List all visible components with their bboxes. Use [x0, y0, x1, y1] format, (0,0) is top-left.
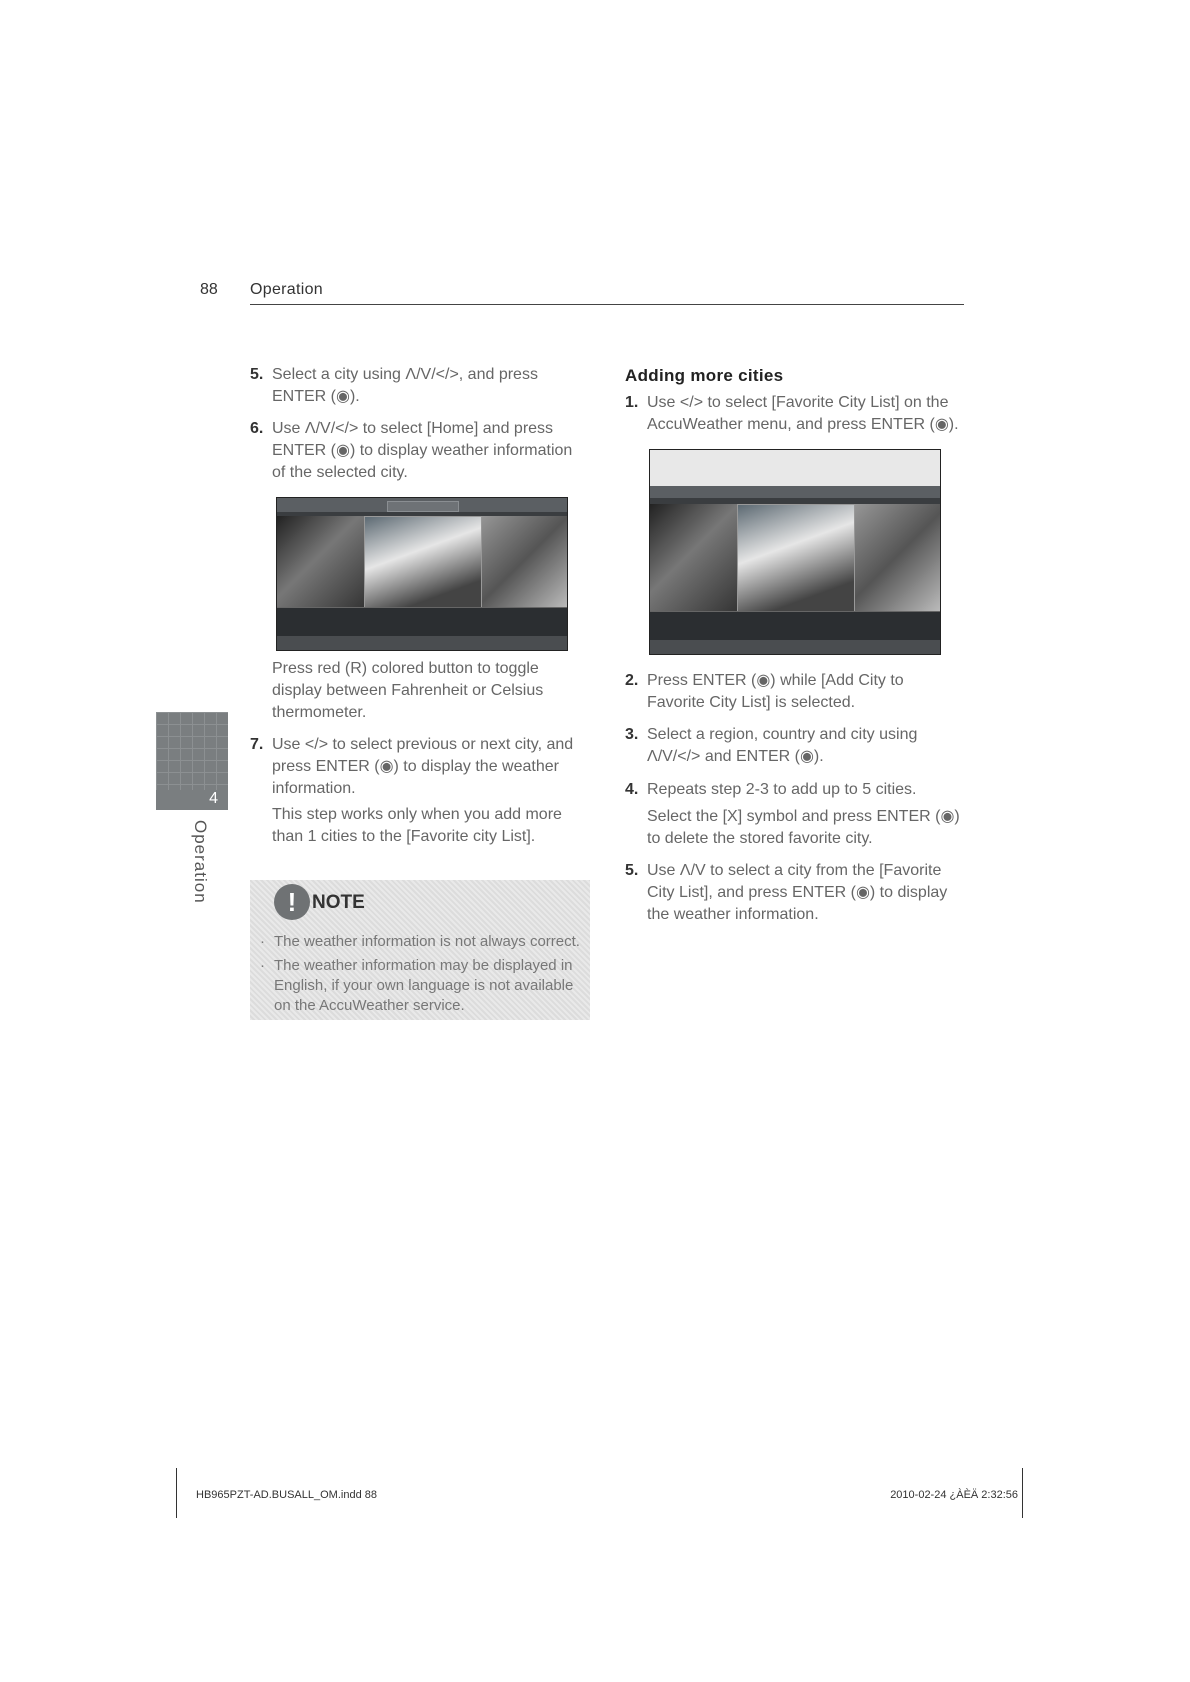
step-5-right [625, 860, 965, 926]
screen-footer [650, 640, 940, 654]
step-text: Use Λ/V to select a city from the [Favorite City List], and press ENTER (◉) to display the weather information. [647, 862, 948, 923]
exclamation-icon: ! [274, 884, 310, 920]
step-1 [625, 392, 965, 436]
step-6 [250, 418, 580, 484]
page-number: 88 [200, 281, 218, 298]
step-text: Press ENTER (◉) while [Add City to Favorite City List] is selected. [647, 672, 904, 711]
step-7-note: This step works only when you add more than 1 cities to the [Favorite city List]. [272, 806, 562, 845]
step-number: 7. [250, 736, 264, 753]
weather-screenshot-home [276, 497, 568, 651]
step-text: Repeats step 2-3 to add up to 5 cities. [647, 781, 917, 798]
section-title: Operation [250, 281, 323, 298]
step-number: 3. [625, 726, 639, 743]
screen-left-panel [277, 516, 367, 608]
screen-brand-bar [650, 450, 940, 486]
section-heading: Adding more cities [625, 366, 784, 385]
screen-center-panel [737, 504, 855, 612]
step-number: 5. [625, 862, 639, 879]
footer-rule-right [1022, 1468, 1023, 1518]
step-3 [625, 724, 965, 768]
note-item [260, 932, 584, 952]
step-2 [625, 670, 965, 714]
screen-menu-bar [650, 486, 940, 498]
chapter-label: Operation [191, 820, 210, 904]
note-item [260, 956, 584, 1016]
step-text: Use Λ/V/</> to select [Home] and press ENTER (◉) to display weather information of the selected city. [272, 420, 573, 481]
screen-top-bar [277, 498, 567, 512]
bullet-icon: · [260, 933, 265, 950]
step-number: 5. [250, 366, 264, 383]
screen-forecast-row [277, 607, 567, 636]
step-text: Use </> to select [Favorite City List] on the AccuWeather menu, and press ENTER (◉). [647, 394, 959, 433]
note-box [250, 880, 590, 1020]
screen-right-panel [850, 504, 940, 612]
step-4 [625, 779, 965, 801]
chapter-tab [156, 712, 228, 810]
step-4-note: Select the [X] symbol and press ENTER (◉) to delete the stored favorite city. [647, 808, 960, 847]
chapter-tab-pattern [156, 712, 228, 790]
screen-right-panel [477, 516, 567, 608]
screen-footer [277, 636, 567, 650]
step-7 [250, 734, 590, 800]
screen-left-panel [650, 504, 740, 612]
screenshot-caption: Press red (R) colored button to toggle display between Fahrenheit or Celsius thermometer. [272, 660, 544, 721]
screen-forecast-row [650, 611, 940, 640]
step-number: 1. [625, 394, 639, 411]
note-item-text: The weather information may be displayed in English, if your own language is not available on the AccuWeather service. [274, 957, 574, 1014]
screen-city-field [387, 501, 459, 512]
footer-rule-left [176, 1468, 177, 1518]
step-number: 6. [250, 420, 264, 437]
note-label: NOTE [312, 892, 365, 913]
step-number: 2. [625, 672, 639, 689]
step-text: Select a city using Λ/V/</>, and press ENTER (◉). [272, 366, 538, 405]
weather-screenshot-favorites [649, 449, 941, 655]
step-text: Use </> to select previous or next city, and press ENTER (◉) to display the weather information. [272, 736, 574, 797]
header-rule [250, 304, 964, 305]
footer-timestamp: 2010-02-24 ¿ÀÈÄ 2:32:56 [890, 1489, 1018, 1501]
screen-center-panel [364, 516, 482, 608]
step-5 [250, 364, 580, 408]
step-number: 4. [625, 781, 639, 798]
step-text: Select a region, country and city using Λ/V/</> and ENTER (◉). [647, 726, 918, 765]
note-item-text: The weather information is not always correct. [274, 933, 580, 950]
chapter-number: 4 [209, 790, 218, 807]
bullet-icon: · [260, 957, 265, 974]
footer-filename: HB965PZT-AD.BUSALL_OM.indd 88 [196, 1489, 377, 1501]
